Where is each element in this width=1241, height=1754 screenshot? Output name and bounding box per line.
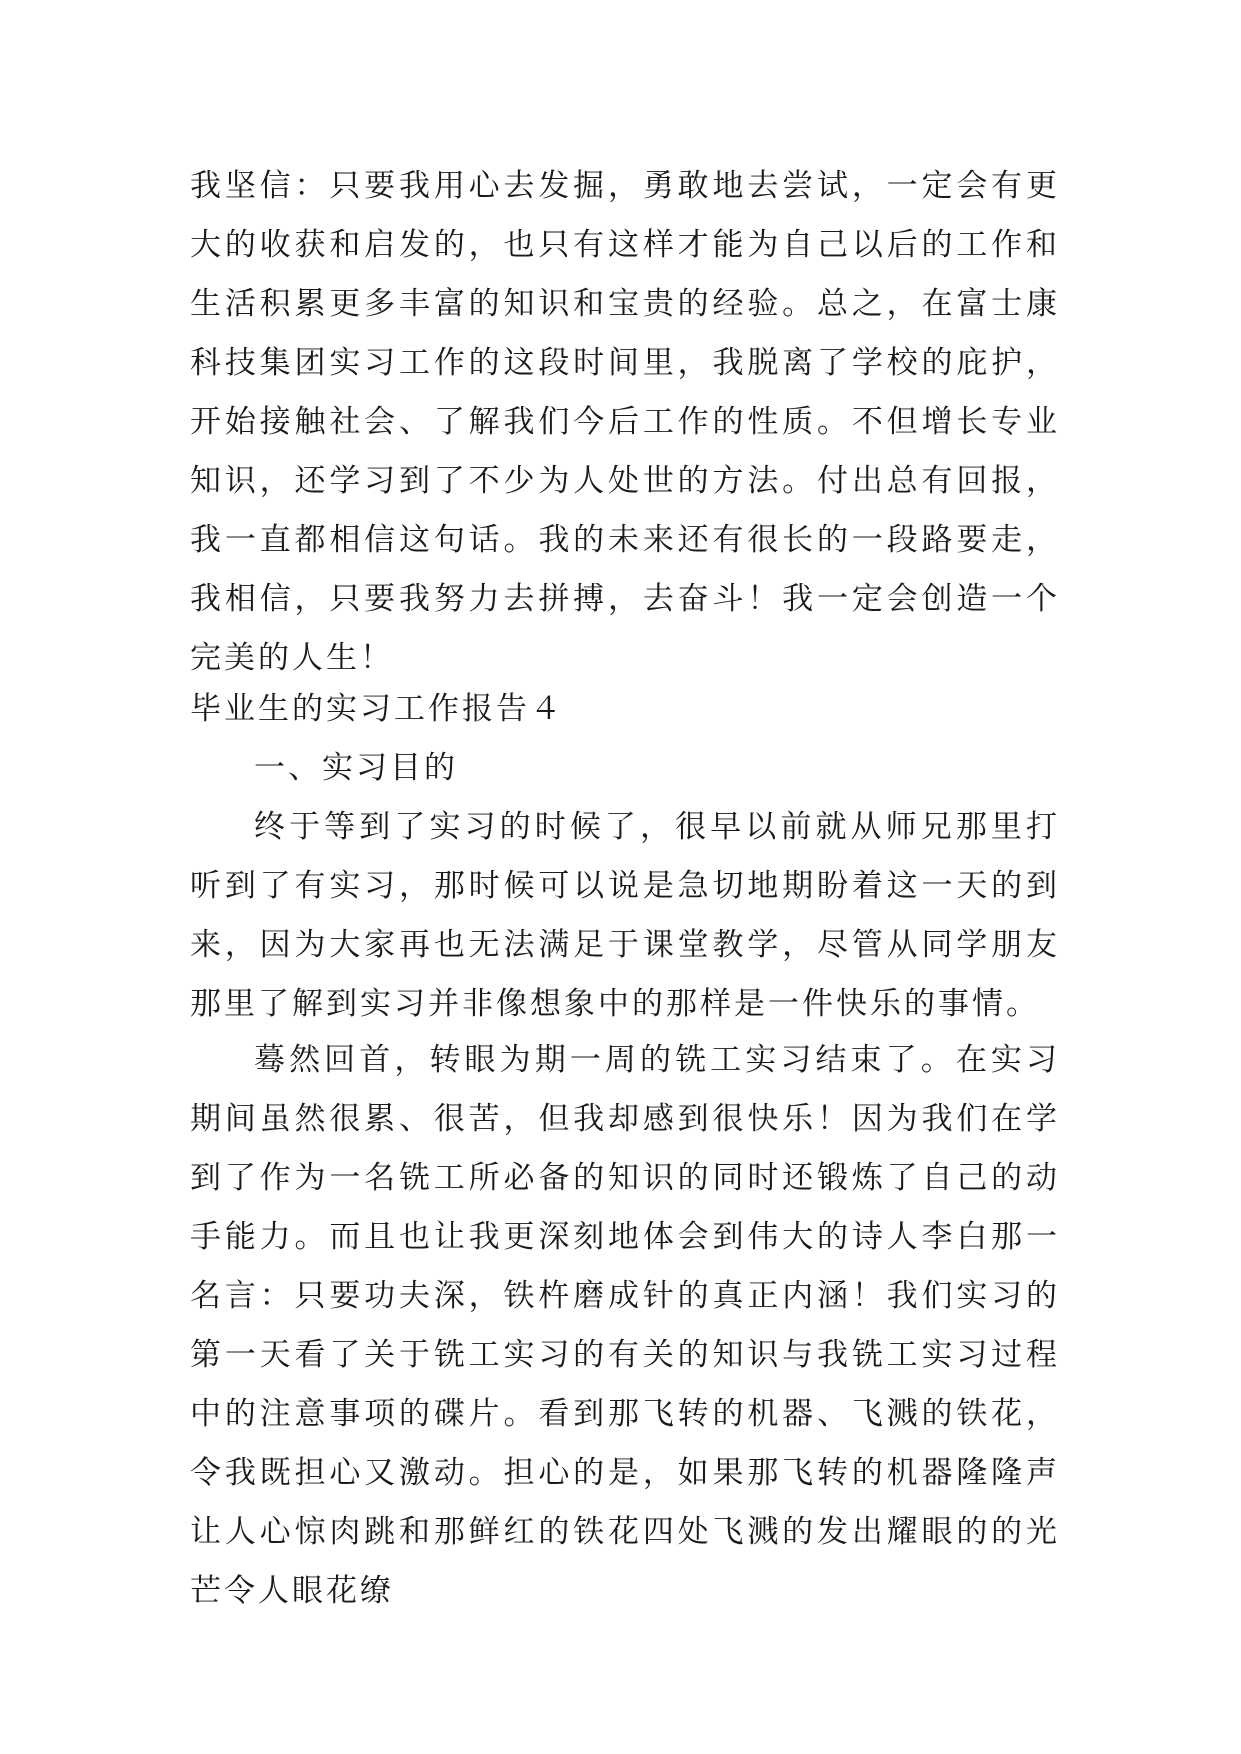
paragraph-reflection <box>190 1031 1060 1621</box>
paragraph-text: 终于等到了实习的时候了，很早以前就从师兄那里打听到了有实习，那时候可以说是急切地期盼着这一天的到来，因为大家再也无法满足于课堂教学，尽管从同学朋友那里了解到实习并非像想象中的那样是一件快乐的事情。 <box>190 809 1060 1022</box>
section-title: 毕业生的实习工作报告４ <box>190 691 564 727</box>
paragraph-text: 我坚信：只要我用心去发掘，勇敢地去尝试，一定会有更大的收获和启发的，也只有这样才能为自己以后的工作和生活积累更多丰富的知识和宝贵的经验。总之，在富士康科技集团实习工作的这段时间里，我脱离了学校的庇护，开始接触社会、了解我们今后工作的性质。不但增长专业知识，还学习到了不少为人处世的方法。付出总有回报，我一直都相信这句话。我的未来还有很长的一段路要走，我相信，只要我努力去拼搏，去奋斗！我一定会创造一个完美的人生！ <box>190 168 1060 676</box>
paragraph-text: 蓦然回首，转眼为期一周的铣工实习结束了。在实习期间虽然很累、很苦，但我却感到很快乐！因为我们在学到了作为一名铣工所必备的知识的同时还锻炼了自己的动手能力。而且也让我更深刻地体会到伟大的诗人李白那一名言：只要功夫深，铁杵磨成针的真正内涵！我们实习的第一天看了关于铣工实习的有关的知识与我铣工实习过程中的注意事项的碟片。看到那飞转的机器、飞溅的铁花，令我既担心又激动。担心的是，如果那飞转的机器隆隆声让人心惊肉跳和那鲜红的铁花四处飞溅的发出耀眼的的光芒令人眼花缭 <box>190 1042 1060 1609</box>
subsection-title: 一、实习目的 <box>254 750 458 786</box>
paragraph-purpose <box>190 798 1060 1034</box>
paragraph-continued <box>190 157 1060 688</box>
